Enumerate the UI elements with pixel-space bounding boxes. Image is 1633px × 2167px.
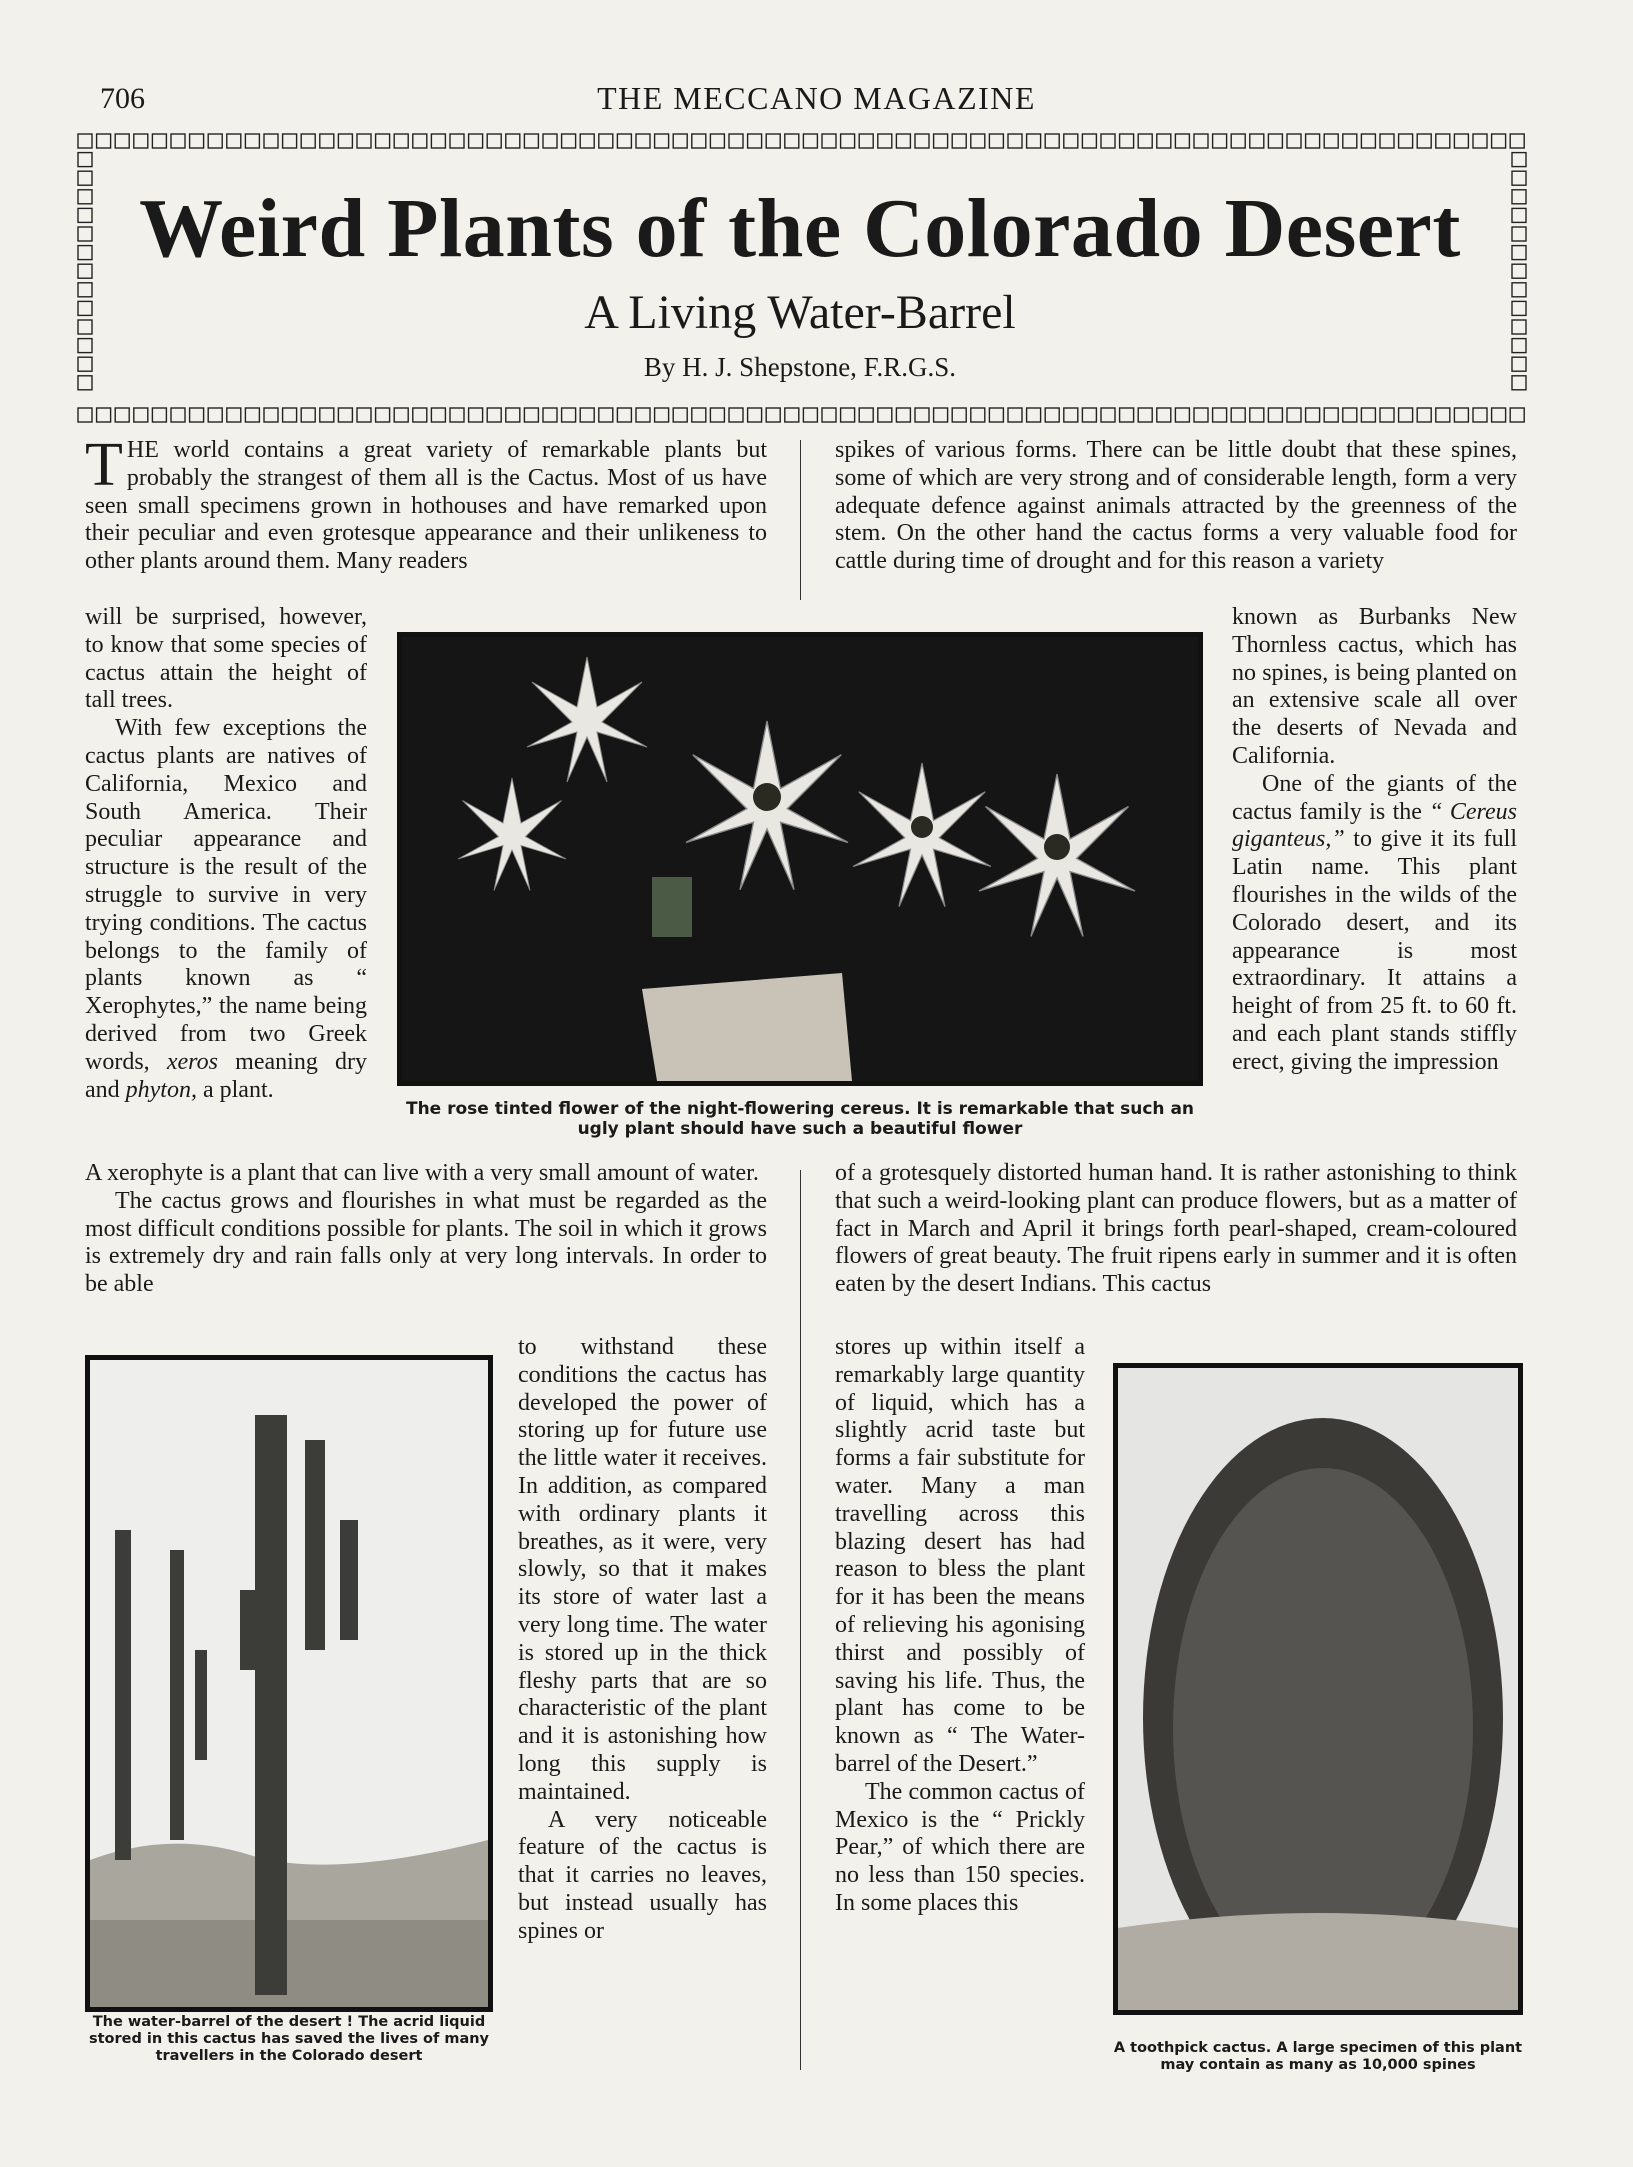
- col2-intro: [835, 437, 1517, 576]
- drop-cap: T: [85, 431, 123, 499]
- col2-p1b: known as Burbanks New Thornless cactus, which has no spines, is being planted on an extensive scale all over the deserts of Nevada and California.: [1232, 604, 1517, 769]
- barrel-cactus-photo: [1113, 1363, 1523, 2015]
- latin-name: “ Cereus giganteus,”: [1232, 798, 1518, 853]
- magazine-title: THE MECCANO MAGAZINE: [597, 80, 1036, 116]
- column-rule-bottom: [800, 1170, 801, 2070]
- col2-p2c: of a grotesquely distorted human hand. It is rather astonishing to think that such a weird-looking plant can produce flowers, but as a matter of fact in March and April it brings forth pearl-shaped, cream-coloured flowers of great beauty. The fruit ripens early in summer and it is often eaten by the desert Indians. This cactus: [835, 1160, 1517, 1298]
- col1-intro: [85, 431, 767, 576]
- col2-mid: [835, 1160, 1517, 1299]
- col1-p4: A very noticeable feature of the cactus is that it carries no leaves, but instead usually has spines or: [518, 1806, 767, 1944]
- col1-p2: With few exceptions the cactus plants are natives of California, Mexico and South America. Their peculiar appearance and structure is the result of the struggle to survive in very trying conditions. The cactus belongs to the family of plants known as “ Xerophytes,” the name being derived from two Greek words, xeros meaning dry and phyton, a plant.: [85, 715, 368, 1103]
- word-xeros: xeros: [166, 1048, 218, 1075]
- col1-p2c: A xerophyte is a plant that can live with a very small amount of water.: [85, 1160, 759, 1186]
- page-number: 706: [100, 82, 145, 115]
- saguaro-photo: [85, 1355, 493, 2012]
- article-subtitle: A Living Water-Barrel: [584, 286, 1016, 339]
- col1-p3: The cactus grows and flourishes in what must be regarded as the most difficult conditions possible for plants. The soil in which it grows is extremely dry and rain falls only at very long intervals. In order to be able: [85, 1187, 767, 1298]
- barrel-cactus-caption: A toothpick cactus. A large specimen of this plant may contain as many as 10,000 spines: [1113, 2040, 1523, 2073]
- col1-p1: HE world contains a great variety of remarkable plants but probably the strangest of them all is the Cactus. Most of us have seen small specimens grown in hothouses and have remarked upon their peculiar and even grotesque appearance and their unlikeness to other plants around them. Many readers: [85, 437, 767, 575]
- col2-p2d: stores up within itself a remarkably large quantity of liquid, which has a slightly acrid taste but forms a fair substitute for water. Many a man travelling across this blazing desert has had reason to bless the plant for it has been the means of relieving his agonising thirst and possibly of saving his life. Thus, the plant has come to be known as “ The Water-barrel of the Desert.”: [835, 1334, 1085, 1777]
- col1-narrow: [518, 1334, 767, 1946]
- word-phyton: phyton,: [125, 1076, 197, 1103]
- article-title: Weird Plants of the Colorado Desert: [139, 182, 1461, 275]
- col1-mid: [85, 1160, 767, 1299]
- col2-narrow: [835, 1334, 1085, 1918]
- col2-p3: The common cactus of Mexico is the “ Prickly Pear,” of which there are no less than 150 species. In some places this: [835, 1778, 1085, 1916]
- column-rule-top: [800, 440, 801, 600]
- col2-p2: One of the giants of the cactus family is the “ Cereus giganteus,” to give it its full Latin name. This plant flourishes in the wilds of the Colorado desert, and its appearance is most extraordinary. It attains a height of from 25 ft. to 60 ft. and each plant stands stiffly erect, giving the impression: [1232, 770, 1518, 1075]
- col1-p1b: will be surprised, however, to know that some species of cactus attain the height of tall trees.: [85, 604, 367, 714]
- flower-photo: [397, 632, 1203, 1086]
- col2-side-text: [1232, 604, 1517, 1077]
- saguaro-caption: The water-barrel of the desert ! The acrid liquid stored in this cactus has saved the lives of many travellers in the Colorado desert: [88, 2014, 490, 2064]
- col1-side-text: [85, 604, 367, 1104]
- flower-caption: The rose tinted flower of the night-flowering cereus. It is remarkable that such an ugly plant should have such a beautiful flower: [405, 1099, 1195, 1139]
- col1-p3b: to withstand these conditions the cactus has developed the power of storing up for future use the little water it receives. In addition, as compared with ordinary plants it breathes, as it were, very slowly, so that it makes its store of water last a very long time. The water is stored up in the thick fleshy parts that are so characteristic of the plant and it is astonishing how long this supply is maintained.: [518, 1334, 767, 1805]
- col2-p1: spikes of various forms. There can be little doubt that these spines, some of which are very strong and of considerable length, form a very adequate defence against animals attracted by the greenness of the stem. On the other hand the cactus forms a very valuable food for cattle during time of drought and for this reason a variety: [835, 437, 1517, 575]
- article-byline: By H. J. Shepstone, F.R.G.S.: [643, 352, 957, 382]
